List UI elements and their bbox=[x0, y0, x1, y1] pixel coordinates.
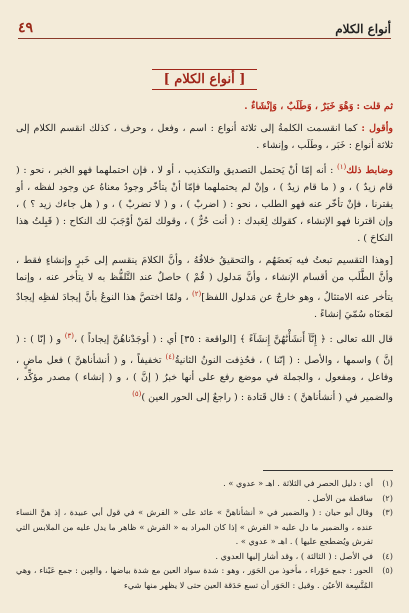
sharh-paragraph-3 bbox=[16, 252, 393, 323]
sharh-text-3: [وهذا التقسيم تبعتُ فيه بَعضَهُم ، والتحقيقُ خلافُهُ ، وأنَّ الكلامَ ينقسم إلى خَبرٍ وإنشاءٍ فقط ، وأنَّ الطَّلَب من أقسام الإنشاء ، وأنَّ مَدلول ( قُمْ ) حاصلٌ عند التَّلفُّظ به لا يتأخر عنه ، وإنما يتأخر عنه الامتثالُ ، وهو خارجٌ عن مَدلول اللفظ] bbox=[16, 255, 393, 304]
footnote-ref-4[interactable]: (٤) bbox=[165, 352, 175, 361]
footnotes bbox=[16, 476, 393, 592]
footnote-text: أي : دليل الحصر في الثلاثة . اهـ « عدوي » . bbox=[223, 478, 373, 488]
section-title bbox=[0, 68, 409, 90]
running-head bbox=[18, 12, 391, 39]
matn-text: وَهْوَ خَبَرٌ ، وَطَلَبٌ ، وَإنْشَاءٌ . bbox=[244, 101, 354, 112]
sharh-text-1: كما انقسمت الكلمةُ إلى ثلاثة أنواع : اسم ، وفعل ، وحرف ، كذلك انقسم الكلام إلى ثلاثة أنواع : خَبَر ، وطَلَب ، وإنشاء . bbox=[16, 123, 393, 151]
footnote-ref-1[interactable]: (١) bbox=[337, 163, 347, 171]
dabit-label: وضابط ذلك bbox=[346, 165, 393, 177]
footnote-text: وقال أبو حيان : ( والضمير في « أنشأناهنَّ » عائد على « الفرش » في قول أبي عبيدة ، إذ هنَّ النساء عنده ، والضمير ما دل عليه « الفرش » إذا كان المراد به « الفرش » ظاهر ما يدل عليه من الملابس التي تفرش ويُضطجع عليها ) . اهـ « عدوي » . bbox=[16, 507, 373, 546]
footnote-item bbox=[16, 549, 393, 564]
sharh-text-4b: تخفيفاً ، و ( أنشأناهنَّ ) فعل ماضٍ ، وفاعل ، ومفعول ، والجملة في موضع رفع على أنها خبرُ ( إنَّ ) ، و ( إنشاء ) مصدر مؤكِّد ، والضمير في ( أنشأناهنَّ ) : قال قَتادة : ( راجعٌ إلى الحور العين ) bbox=[16, 354, 393, 403]
sharh-text-4: و ( إنّا ) : ( إنَّ ) واسمها ، والأصل : ( إنّنا ) ، فحُذِفت النونُ الثانيةُ bbox=[16, 334, 393, 366]
footnote-number: (١) bbox=[382, 478, 393, 488]
sharh-paragraph-1 bbox=[16, 120, 393, 154]
sharh-label: وأقول : bbox=[361, 123, 393, 134]
footnote-number: (٥) bbox=[382, 565, 393, 575]
running-title: أنواع الكلام bbox=[335, 22, 391, 36]
footnote-item bbox=[16, 476, 393, 491]
footnote-number: (٣) bbox=[382, 507, 393, 517]
footnote-number: (٤) bbox=[382, 550, 393, 561]
sharh-text-2: : أنه إمّا أنْ يَحتمل التصديق والتكذيب ، أو لا ، فإن احتملهما فهو الخبر ، نحو : ( قام زيدٌ ) ، و ( ما قام زيدٌ ) ، وإنْ لم يحتملهما فإمّا أنْ يتأخّر وجودُ معناهُ عن وجود لفظه ، أو يقترنا ، فإنْ تأخّر عنه فهو الطلب ، نحو : ( اضربْ ) ، و ( لا تضربْ ) ، و ( هل جاءك زيد ؟ ) ، وإن اقترنا فهو الإنشاء ، كقولك لِعَبدك : ( أنت حُرٌّ ) ، وقولك لمَنْ أوْجَبَ لك النكاح : ( قَبِلتُ هذا النكاحَ ) . bbox=[16, 165, 393, 245]
footnote-number: (٢) bbox=[382, 492, 393, 503]
footnote-ref-2[interactable]: (٢) bbox=[192, 290, 202, 299]
footnote-divider bbox=[263, 470, 393, 471]
section-title-text: [ أنواع الكلام ] bbox=[152, 69, 258, 90]
page-number: ٤٩ bbox=[18, 20, 34, 36]
footnote-text: في الأصل : ( الثالثة ) ، وقد أشار إليها العدوي . bbox=[215, 550, 373, 561]
footnote-text: الحور : جمع حَوْراء ، مأخوذ من الحَوَر ، وهو : شدة سواد العين مع شدة بياضها ، والعِين : جمع عَيْناء ، وهي المُتَّسِعة الأعيُن . وقيل : الحَوَر أن تسع حَدَقة العين حتى لا يظهر منها شيء bbox=[16, 565, 373, 590]
footnote-ref-5[interactable]: (٥) bbox=[132, 389, 142, 398]
footnote-text: ساقطة من الأصل . bbox=[307, 492, 373, 503]
footnote-item bbox=[16, 505, 393, 549]
footnote-item bbox=[16, 563, 393, 592]
quran-quote: قال الله تعالى : ﴿ إِنَّآ أَنشَأْنَٰهُنَّ إِنشَآءً ﴾ [الواقعة : ٣٥] أي : ( أوجَدْناهُنَّ إيجاداً ) ، bbox=[73, 334, 393, 346]
matn-label: ثم قلت : bbox=[356, 101, 393, 112]
main-text bbox=[16, 98, 393, 406]
footnote-ref-3[interactable]: (٣) bbox=[64, 332, 74, 341]
sharh-text-3-end: ، ولمّا اختصَّ هذا النوعُ بأنَّ إيجادَ لفظِه إيجادٌ لمَعنَاه سُمّيَ إنشاءً . bbox=[16, 292, 393, 321]
matn-paragraph bbox=[16, 98, 393, 115]
footnote-item bbox=[16, 491, 393, 506]
sharh-paragraph-2 bbox=[16, 159, 393, 247]
sharh-paragraph-4 bbox=[16, 328, 393, 406]
